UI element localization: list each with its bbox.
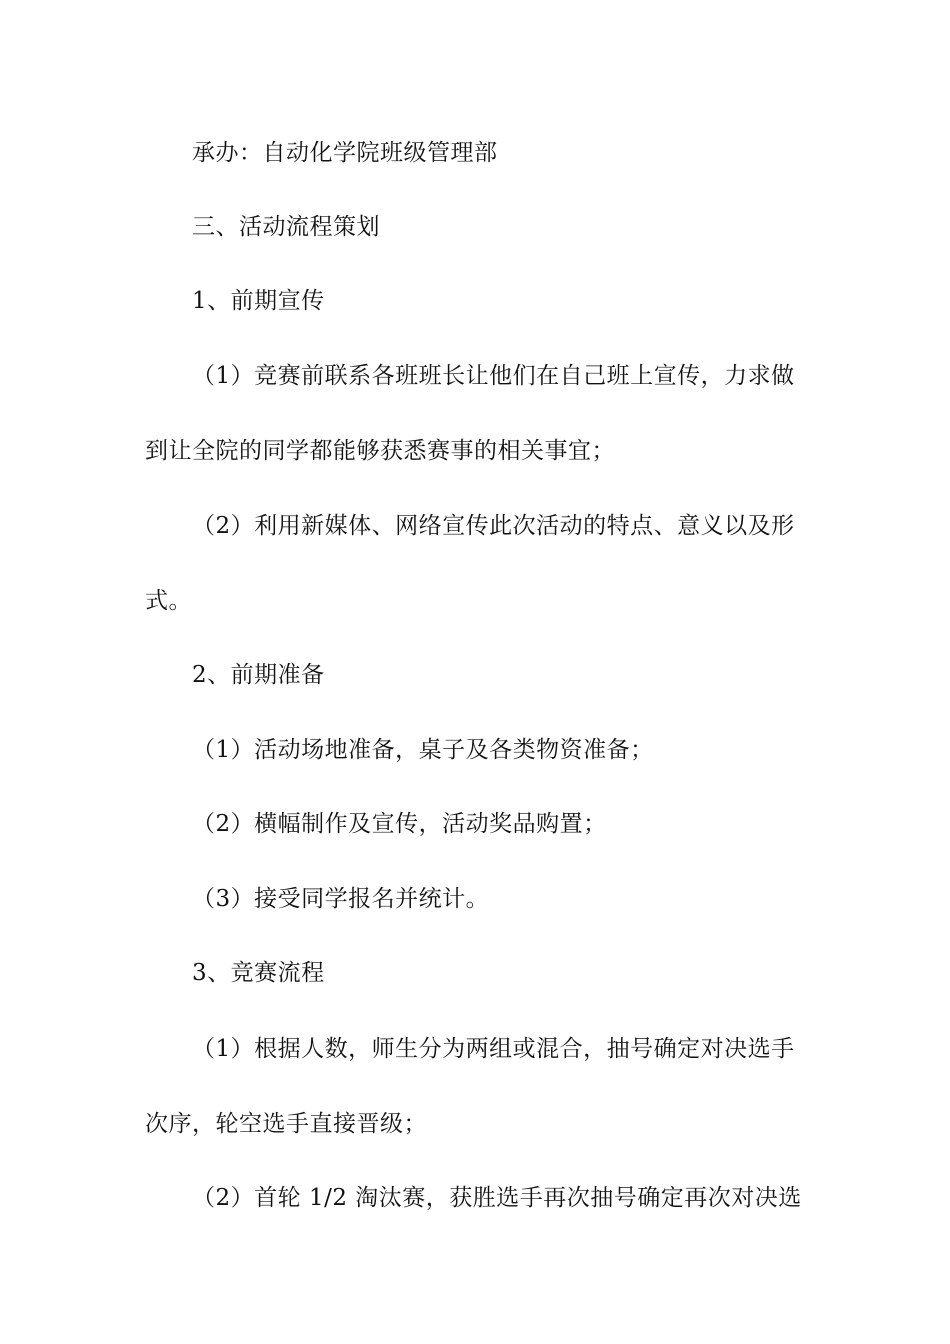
paragraph-line: （2）横幅制作及宣传，活动奖品购置； [192,811,607,837]
paragraph-line: （2）首轮 1/2 淘汰赛，获胜选手再次抽号确定再次对决选 [192,1185,802,1211]
paragraph-line: （2）利用新媒体、网络宣传此次活动的特点、意义以及形 [192,513,795,539]
organizer-line: 承办：自动化学院班级管理部 [192,140,498,166]
subsection-heading-publicity: 1、前期宣传 [192,288,325,314]
subsection-heading-competition: 3、竞赛流程 [192,960,325,986]
paragraph-line: 式。 [145,588,192,614]
section-heading: 三、活动流程策划 [192,214,380,240]
paragraph-line: （1）根据人数，师生分为两组或混合，抽号确定对决选手 [192,1036,795,1062]
subsection-heading-preparation: 2、前期准备 [192,662,325,688]
paragraph-line: （1）竞赛前联系各班班长让他们在自己班上宣传，力求做 [192,363,795,389]
paragraph-line: （1）活动场地准备，桌子及各类物资准备； [192,737,654,763]
paragraph-line: （3）接受同学报名并统计。 [192,886,490,912]
paragraph-line: 到让全院的同学都能够获悉赛事的相关事宜； [145,438,615,464]
paragraph-line: 次序，轮空选手直接晋级； [145,1111,427,1137]
